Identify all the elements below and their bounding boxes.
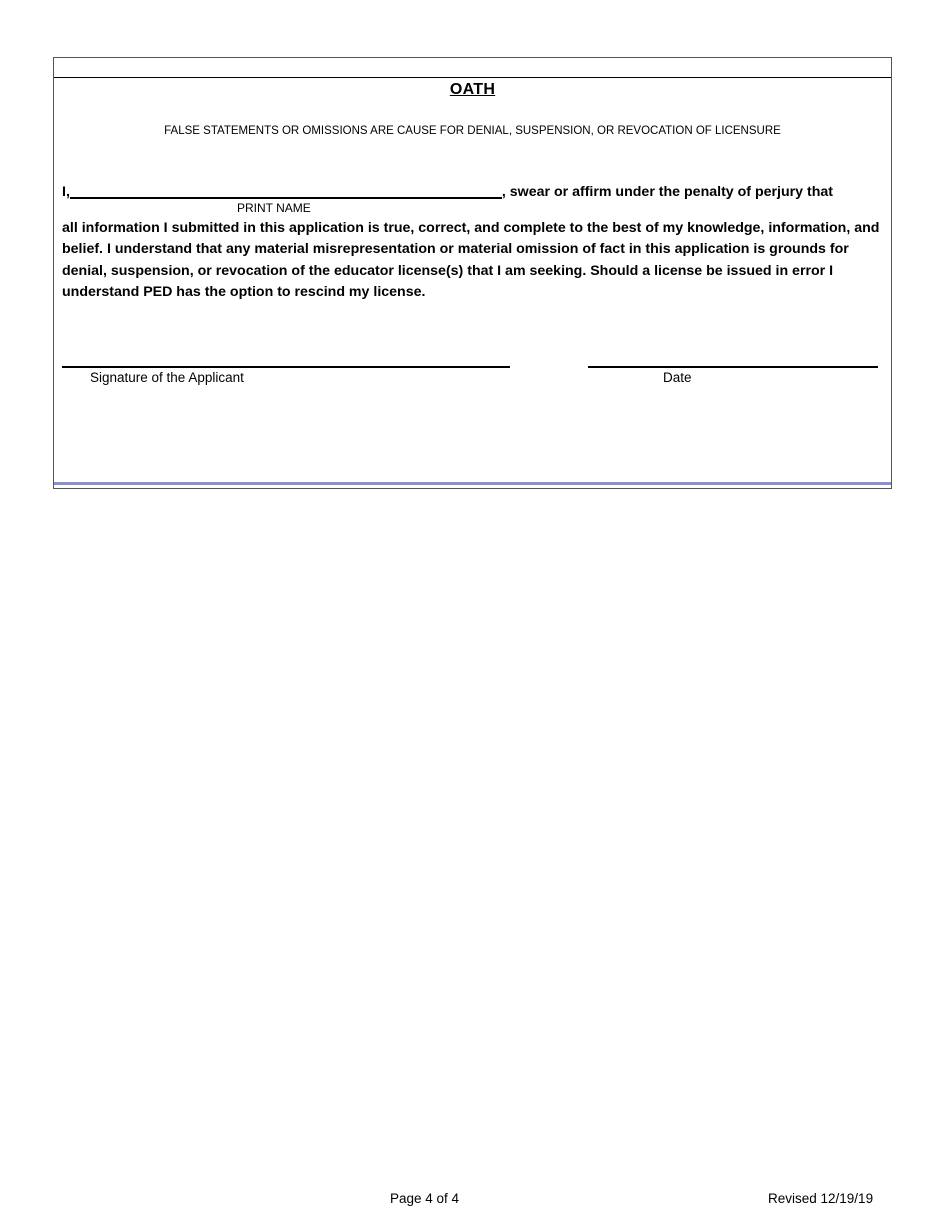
bottom-divider (54, 482, 891, 485)
revision-date: Revised 12/19/19 (768, 1191, 874, 1206)
print-name-label: PRINT NAME (237, 201, 311, 215)
signature-label: Signature of the Applicant (90, 370, 244, 385)
oath-statement-line (62, 182, 882, 200)
oath-body-text: all information I submitted in this application is true, correct, and complete to the best of my knowledge, information, and belief. I understand that any material misrepresentation or material omission of fact in this application is grounds for denial, suspension, or revocation of the educator license(s) that I am seeking. Should a license be issued in error I understand PED has the option to rescind my license. (62, 220, 880, 300)
print-name-field[interactable] (70, 182, 502, 199)
oath-title: OATH (449, 81, 496, 98)
licensure-warning: FALSE STATEMENTS OR OMISSIONS ARE CAUSE FOR DENIAL, SUSPENSION, OR REVOCATION OF LICENSURE (164, 125, 781, 137)
oath-form (53, 57, 892, 489)
top-divider (54, 77, 891, 78)
date-label: Date (663, 370, 692, 385)
oath-suffix: , swear or affirm under the penalty of perjury that (501, 184, 833, 200)
date-field[interactable] (588, 366, 878, 368)
page-number: Page 4 of 4 (390, 1191, 460, 1206)
signature-field[interactable] (62, 366, 510, 368)
oath-prefix: I, (62, 184, 70, 200)
